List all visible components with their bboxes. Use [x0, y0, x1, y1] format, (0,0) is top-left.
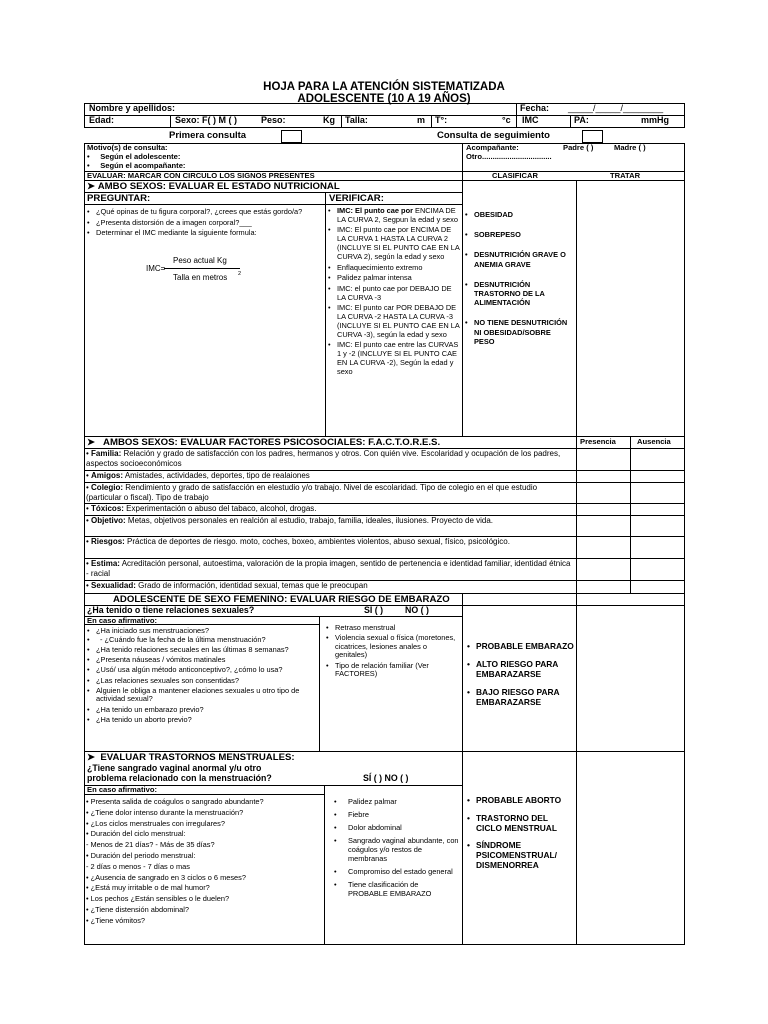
list-item: • Retraso menstrual — [325, 624, 459, 633]
factor-objective: • Objetivo: Metas, objetivos personales en realción al estudio, trabajo, familia, ideales, ilusiones. Proyecto de vida. — [86, 516, 494, 525]
divider — [570, 115, 571, 128]
menstrual-yes-no[interactable]: SÍ ( ) NO ( ) — [363, 773, 409, 783]
list-item: • Palidez palmar intensa — [327, 274, 460, 283]
formula-exponent: 2 — [238, 271, 242, 277]
presence-header: Presencia — [580, 437, 616, 446]
list-item: • ¿Presenta náuseas / vómitos matinales — [86, 656, 318, 665]
list-item: - 2 días o menos - 7 días o mas — [86, 861, 190, 871]
list-item: • NO TIENE DESNUTRICIÓN NI OBESIDAD/SOBRE PESO — [464, 318, 572, 346]
formula-denominator: Talla en metros — [173, 273, 228, 282]
list-item: • IMC: El punto car POR DEBAJO DE LA CURVA -2 HASTA LA CURVA -3 (INCLUYE SI EL PUNTO CAE EN LA CURVA -3), según la edad y sexo — [327, 304, 460, 340]
list-item: • ¿Qué opinas de tu figura corporal?, ¿crees que estás gordo/a? — [86, 208, 322, 217]
date-label: Fecha: — [520, 103, 550, 113]
first-consult-checkbox[interactable] — [281, 130, 302, 143]
evaluate-note: EVALUAR: MARCAR CON CIRCULO LOS SIGNOS PRESENTES — [87, 171, 315, 180]
motive-title: Motivo(s) de consulta: — [87, 143, 168, 152]
divider — [431, 115, 432, 128]
menstrual-affirmative: En caso afirmativo: — [87, 785, 158, 794]
m-unit: m — [417, 115, 426, 125]
divider — [341, 115, 342, 128]
divider — [462, 593, 463, 751]
divider — [576, 593, 577, 751]
ask-header: PREGUNTAR: — [87, 193, 151, 204]
factor-risks: • Riesgos: Práctica de deportes de riesgo. moto, coches, boxeo, ambientes violentos, abuso sexual, físico, psicológico. — [86, 537, 510, 546]
list-item: • OBESIDAD — [464, 210, 572, 219]
list-item: • BAJO RIESGO PARA EMBARAZARSE — [466, 687, 574, 707]
list-item: • Palidez palmar — [333, 797, 459, 806]
classify-col-header: CLASIFICAR — [492, 171, 538, 180]
formula-imc: IMC= — [146, 264, 166, 273]
name-label[interactable]: Nombre y apellidos: — [89, 103, 176, 113]
nutrition-ask-list — [86, 208, 322, 240]
divider — [84, 794, 324, 795]
divider — [84, 204, 462, 205]
list-item: • ¿Presenta distorsión de a imagen corporal?___ — [86, 219, 322, 228]
pregnancy-verify-list — [325, 624, 459, 680]
list-item: • PROBABLE EMBARAZO — [466, 641, 574, 651]
pregnancy-question: ¿Ha tenido o tiene relaciones sexuales? — [87, 605, 255, 615]
form-title-line2: ADOLESCENTE (10 A 19 AÑOS) — [297, 93, 471, 105]
pregnancy-classify-list — [466, 641, 574, 709]
first-consult-label: Primera consulta — [169, 130, 247, 141]
companion-other[interactable]: Otro................................. — [466, 152, 552, 161]
motive-companion[interactable]: • Según el acompañante: — [87, 161, 186, 170]
weight-label[interactable]: Peso: — [261, 115, 286, 125]
list-item: • SÍNDROME PSICOMENSTRUAL/ DISMENORREA — [466, 841, 574, 870]
factor-toxics: • Tóxicos: Experimentación o abuso del tabaco, alcohol, drogas. — [86, 504, 317, 513]
divider — [516, 115, 517, 128]
divider — [319, 616, 320, 751]
divider — [576, 751, 577, 945]
absence-header: Ausencia — [637, 437, 671, 446]
list-item: • ALTO RIESGO PARA EMBARAZARSE — [466, 659, 574, 679]
pregnancy-ask-list — [86, 627, 318, 726]
list-item: • IMC: el punto cae por DEBAJO DE LA CURVA -3 — [327, 285, 460, 303]
list-item: • Duración del ciclo menstrual: — [86, 829, 186, 839]
divider — [516, 103, 517, 115]
height-label[interactable]: Talla: — [345, 115, 368, 125]
list-item: • ¿Ausencia de sangrado en 3 ciclos o 6 meses? — [86, 872, 246, 882]
list-item: • DESNUTRICIÓN GRAVE O ANEMIA GRAVE — [464, 250, 572, 268]
list-item: • IMC: El punto cae por ENCIMA DE LA CURVA 2, Segpun la edad y sexo — [327, 207, 460, 225]
list-item: • Alguien le obliga a mantener elaciones sexuales u otro tipo de actividad sexual? — [86, 687, 318, 704]
menstrual-verify-list — [333, 797, 459, 900]
psycho-section-title: ➤ AMBOS SEXOS: EVALUAR FACTORES PSICOSOCIALES: F.A.C.T.O.R.E.S. — [87, 437, 441, 448]
list-item: • ¿Ha tenido relaciones secuales en las últimas 8 semanas? — [86, 646, 318, 655]
nutrition-classify-list — [464, 210, 572, 348]
list-item: • ¿Usó/ usa algún método anticonceptivo?, ¿cómo lo usa? — [86, 666, 318, 675]
divider — [84, 624, 319, 625]
list-item: • Duración del periodo menstrual: — [86, 850, 196, 860]
list-item: • ¿Los ciclos menstruales con irregulares? — [86, 818, 225, 828]
pregnancy-yes[interactable]: SI ( ) — [364, 605, 384, 615]
list-item: • IMC: El punto cae por ENCIMA DE LA CURVA 1 HASTA LA CURVA 2 (INCLUYE SI EL PUNTO CAE EN LA CURVA 2), según la edad y sexo — [327, 226, 460, 262]
list-item: • SOBREPESO — [464, 230, 572, 239]
list-item: • Los pechos ¿Están sensibles o le duelen? — [86, 894, 230, 904]
list-item: • Determinar el IMC mediante la siguiente formula: — [86, 229, 322, 238]
verify-header: VERIFICAR: — [329, 193, 384, 204]
sex-field[interactable]: Sexo: F( ) M ( ) — [175, 115, 237, 125]
temp-label[interactable]: T°: — [435, 115, 448, 125]
formula-line — [164, 268, 240, 269]
list-item: • ¿Está muy irritable o de mal humor? — [86, 883, 210, 893]
list-item: • ¿Tiene vómitos? — [86, 915, 146, 925]
pa-label[interactable]: PA: — [574, 115, 589, 125]
menstrual-classify-list — [466, 796, 574, 872]
list-item: • ¿Ha tenido un embarazo previo? — [86, 706, 318, 715]
date-field[interactable]: _____/_____/________ — [568, 103, 664, 113]
list-item: • DESNUTRICIÓN TRASTORNO DE LA ALIMENTACIÓN — [464, 280, 572, 308]
pregnancy-affirmative: En caso afirmativo: — [87, 616, 158, 625]
factor-school: • Colegio: Rendimiento y grado de satisfacción en elestudio y/o trabajo. Nivel de escolaridad. Tipo de colegio en el que estudio (particular o fiscal). Tipo de trabajo — [86, 483, 538, 502]
list-item: • ¿Ha tenido un aborto previo? — [86, 716, 318, 725]
list-item: • ¿Tiene dolor intenso durante la menstruación? — [86, 807, 244, 817]
divider — [576, 180, 577, 436]
factor-family: • Familia: Relación y grado de satisfacción con los padres, hermanos y otros. Con quién vive. Escolaridad y ocupación de los padres, aspectos socioeconómicos — [86, 449, 561, 468]
kg-unit: Kg — [323, 115, 335, 125]
factor-esteem: • Estima: Acreditación personal, autoestima, valoración de la propia imagen, sentido de pertenencia e identidad familiar, identidad étnica - racial — [86, 559, 571, 578]
divider — [325, 192, 326, 436]
list-item: - Menos de 21 días? - Más de 35 días? — [86, 840, 215, 850]
divider — [170, 115, 171, 128]
c-unit: °c — [502, 115, 511, 125]
followup-consult-label: Consulta de seguimiento — [437, 130, 550, 141]
list-item: • Tipo de relación familiar (Ver FACTORES) — [325, 662, 459, 679]
menstrual-question-1: ¿Tiene sangrado vaginal anormal y/u otro — [87, 763, 262, 773]
mmhg-unit: mmHg — [641, 115, 670, 125]
list-item: • ¿Las relaciones sexuales son consentidas? — [86, 677, 318, 686]
list-item: • ¿Tiene distensión abdominal? — [86, 904, 189, 914]
followup-consult-checkbox[interactable] — [582, 130, 603, 143]
list-item: • ¿Ha iniciado sus menstruaciones? — [86, 627, 318, 636]
factor-friends: • Amigos: Amistades, actividades, deportes, tipo de realaiones — [86, 471, 310, 480]
companion-label: Acompañante: — [466, 143, 519, 152]
form-title-line1: HOJA PARA LA ATENCIÓN SISTEMATIZADA — [263, 81, 505, 93]
list-item: • PROBABLE ABORTO — [466, 796, 574, 806]
formula-numerator: Peso actual Kg — [173, 256, 227, 265]
menstrual-section-title: ➤ EVALUAR TRASTORNOS MENSTRUALES: — [87, 752, 295, 763]
list-item: • IMC: El punto cae entre las CURVAS 1 y -2 (INCLUYE SI EL PUNTO CAE EN LA CURVA -2), Según la edad y sexo — [327, 341, 460, 377]
list-item: • Fiebre — [333, 810, 459, 819]
nutrition-section-title: ➤ AMBO SEXOS: EVALUAR EL ESTADO NUTRICIONAL — [87, 181, 340, 192]
companion-father[interactable]: Padre ( ) — [563, 143, 594, 152]
divider — [462, 180, 463, 436]
list-item: • Presenta salida de coágulos o sangrado abundante? — [86, 797, 264, 806]
menstrual-question-2: problema relacionado con la menstruación? — [87, 773, 272, 783]
motive-adolescent[interactable]: • Según el adolescente: — [87, 152, 181, 161]
list-item: • Enflaquecimiento extremo — [327, 264, 460, 273]
list-item: • Tiene clasificación de PROBABLE EMBARAZO — [333, 880, 459, 898]
imc-label[interactable]: IMC — [522, 115, 539, 125]
factor-sexuality: • Sexualidad: Grado de información, identidad sexual, temas que le preocupan — [86, 581, 368, 590]
nutrition-verify-list — [327, 207, 460, 378]
list-item: • Dolor abdominal — [333, 823, 459, 832]
pregnancy-section-title: ADOLESCENTE DE SEXO FEMENINO: EVALUAR RIESGO DE EMBARAZO — [113, 594, 450, 605]
pregnancy-no[interactable]: NO ( ) — [405, 605, 429, 615]
age-label[interactable]: Edad: — [89, 115, 115, 125]
list-item: • Sangrado vaginal abundante, con coágulos y/o restos de membranas — [333, 836, 459, 863]
companion-mother[interactable]: Madre ( ) — [614, 143, 646, 152]
list-item: • Violencia sexual o física (moretones, cicatrices, lesiones anales o genitales) — [325, 634, 459, 660]
treat-col-header: TRATAR — [610, 171, 641, 180]
list-item-sub: • - ¿Cuándo fue la fecha de la última menstruación? — [86, 636, 318, 645]
divider — [324, 785, 325, 945]
list-item: • TRASTORNO DEL CICLO MENSTRUAL — [466, 814, 574, 834]
divider — [462, 751, 463, 945]
list-item: • Compromiso del estado general — [333, 867, 459, 876]
menstrual-ask-list — [86, 797, 322, 927]
